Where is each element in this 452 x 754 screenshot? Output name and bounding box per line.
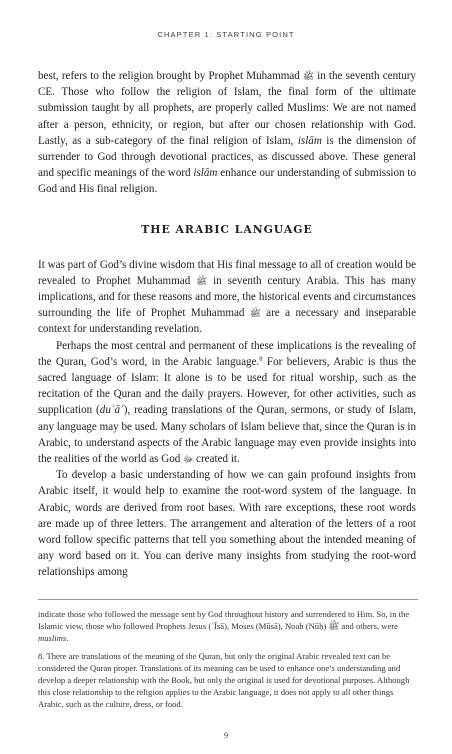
text-run: It was part of God’s divine wisdom that His final message to all of creation would be revealed to Prophet Muhammad: [38, 258, 416, 287]
text-run: Perhaps the most central and permanent of these implications is the revealing of the Quran, God’s word, in the Arabic language.: [38, 339, 416, 368]
text-run: enhance our understanding of submission to God and His final religion.: [38, 167, 417, 196]
text-run: For believers, Arabic is thus the sacred language of Islam: It alone is to be used for ritual worship, such as the recitation of the Quran and the daily prayers. However, for other activities, such as supplication (: [38, 355, 417, 417]
footnote-reference[interactable]: 8: [259, 355, 263, 363]
text-run: best, refers to the religion brought by Prophet Muhammad: [38, 70, 304, 82]
text-run: in the seventh century CE. Those who follow the religion of Islam, the final form of the ultimate submission taught by all prophets, are properly called Muslims: We are not named after a person, ethnicity, or region, but after our chosen relationship with God. Lastly, as a sub-category of the final religion of Islam,: [38, 70, 416, 147]
honorific-glyph: ﷺ: [328, 621, 340, 631]
italic-term: duʿāʾ: [99, 404, 124, 417]
page-number: 9: [223, 730, 229, 740]
text-run: in seventh century Arabia. This has many implications, and for these reasons and more, the historical events and circumstances surrounding the life of Prophet Muhammad: [38, 274, 416, 320]
italic-term: islām: [193, 167, 218, 180]
text-run: created it.: [193, 453, 240, 466]
main-text: [38, 68, 416, 581]
paragraph-2: [38, 257, 416, 338]
footnote-continuation: [38, 608, 416, 644]
footnote-8: 8. There are translations of the meaning of the Quran, but only the original Arabic revealed text can be considered the Quran proper. Translations of its meaning can be used to enhance one’s understanding and develop a deeper relationship with the Book, but only the original is used for devotional purposes. Although this close relationship to the religion applies to the Arabic language, it does not apply to all other things Arabic, such as the culture, dress, or food.: [38, 651, 410, 709]
text-run: ), reading translations of the Quran, sermons, or study of Islam, any language may be used. Many scholars of Islam believe that, since the Quran is in Arabic, to understand aspects of the Arabic language may even provide insights into the realities of the world as God: [38, 404, 417, 466]
footnote-divider: [38, 599, 418, 600]
text-run: and others, were: [339, 621, 398, 631]
text-run: .: [66, 633, 69, 643]
footnotes: [38, 608, 416, 716]
text-run: indicate those who followed the message sent by God throughout history and surrendered to Him. So, in the Islamic view, those who followed Prophets Jesus (ʿĪsā), Moses (Mūsā), Noah (Nūḥ): [38, 609, 410, 631]
running-head: CHAPTER 1: STARTING POINT: [157, 30, 295, 39]
italic-term: muslims: [38, 633, 67, 643]
honorific-glyph: ﷺ: [249, 308, 261, 319]
paragraph-3: [38, 338, 416, 468]
honorific-glyph: ﷺ: [196, 275, 208, 286]
honorific-glyph: ﷻ: [183, 454, 194, 465]
paragraph-1: [38, 68, 416, 198]
paragraph-4: To develop a basic understanding of how we can gain profound insights from Arabic itself, it would help to examine the root-word system of the language. In Arabic, words are derived from root bases. With rare exceptions, these root words are made up of three letters. The arrangement and alteration of the letters of a root word follow specific patterns that tell you something about the intended meaning of any word based on it. You can derive many insights from studying the root-word relationships among: [38, 469, 416, 579]
text-run: is the dimension of surrender to God through devotional practices, as discussed above. These general and specific meanings of the word: [38, 134, 416, 180]
text-run: are a necessary and inseparable context for understanding revelation.: [38, 307, 416, 336]
italic-term: islām: [297, 134, 322, 147]
section-heading: THE ARABIC LANGUAGE: [141, 222, 313, 236]
honorific-glyph: ﷺ: [303, 71, 314, 81]
